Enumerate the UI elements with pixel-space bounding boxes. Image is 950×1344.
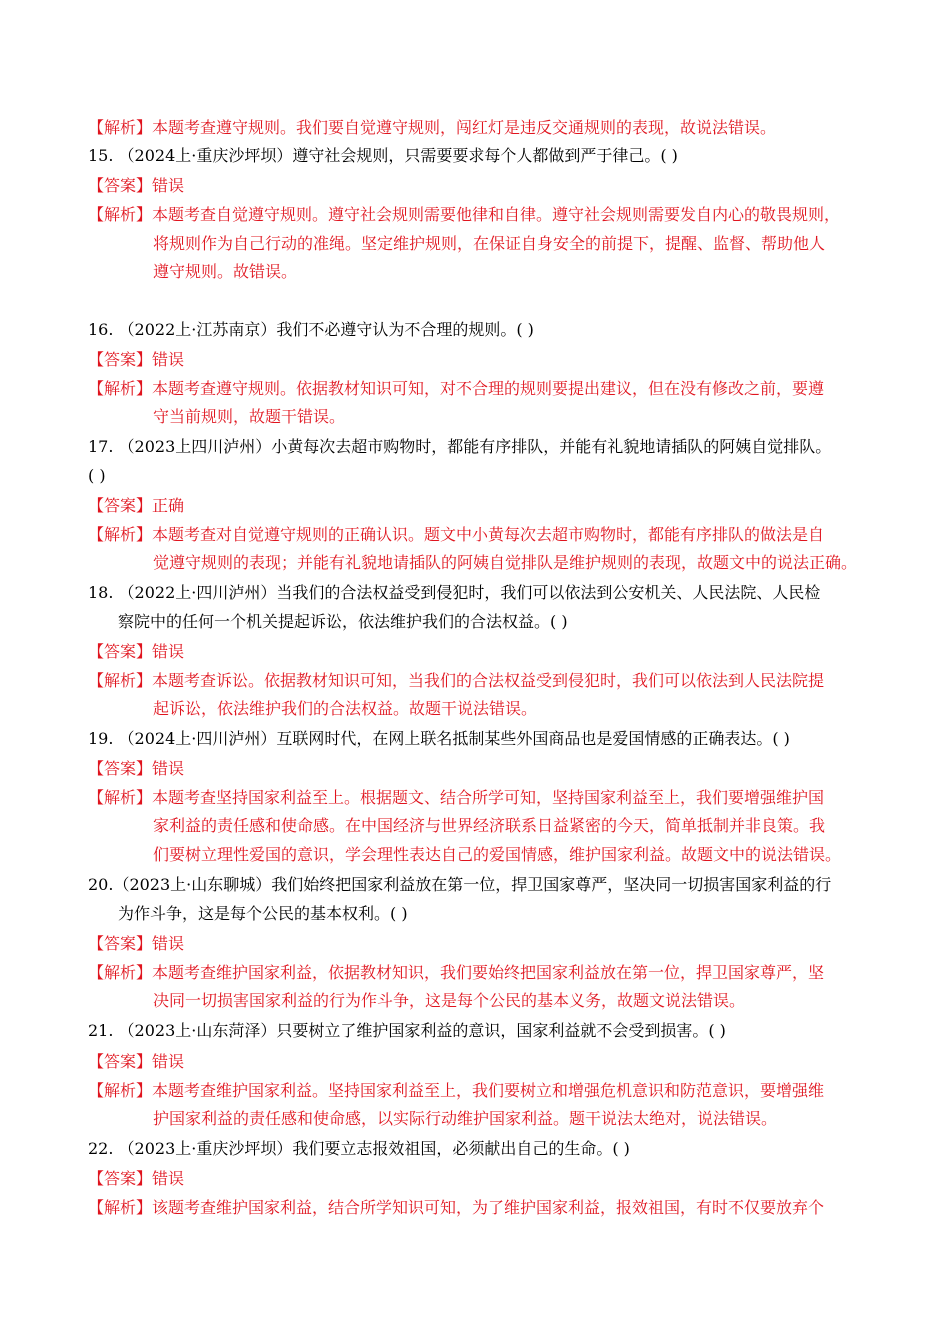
analysis-19-cont: 家利益的责任感和使命感。在中国经济与世界经济联系日益紧密的今天，简单抵制并非良策。我 <box>153 816 826 835</box>
analysis-14: 【解析】本题考查遵守规则。我们要自觉遵守规则，闯红灯是违反交通规则的表现，故说法错误。 <box>88 118 777 137</box>
question-20: 20.（2023上·山东聊城）我们始终把国家利益放在第一位，捍卫国家尊严，坚决同一切损害国家利益的行 <box>88 875 832 894</box>
analysis-15: 【解析】本题考查自觉遵守规则。遵守社会规则需要他律和自律。遵守社会规则需要发自内心的敬畏规则， <box>88 205 841 224</box>
analysis-21: 【解析】本题考查维护国家利益。坚持国家利益至上，我们要树立和增强危机意识和防范意识，要增强维 <box>88 1081 825 1100</box>
analysis-17-cont: 觉遵守规则的表现；并能有礼貌地请插队的阿姨自觉排队是维护规则的表现，故题文中的说法正确。 <box>153 553 858 572</box>
analysis-21-cont: 护国家利益的责任感和使命感，以实际行动维护国家利益。题干说法太绝对，说法错误。 <box>153 1109 778 1128</box>
analysis-22: 【解析】该题考查维护国家利益，结合所学知识可知，为了维护国家利益，报效祖国，有时不仅要放弃个 <box>88 1198 825 1217</box>
answer-17: 【答案】正确 <box>88 496 185 515</box>
analysis-16-cont: 守当前规则，故题干错误。 <box>153 407 346 426</box>
question-21: 21. （2023上·山东菏泽）只要树立了维护国家利益的意识，国家利益就不会受到损害。( ) <box>88 1021 726 1040</box>
analysis-20-cont: 决同一切损害国家利益的行为作斗争，这是每个公民的基本义务，故题文说法错误。 <box>153 991 746 1010</box>
answer-16: 【答案】错误 <box>88 350 185 369</box>
answer-15: 【答案】错误 <box>88 176 185 195</box>
answer-21: 【答案】错误 <box>88 1052 185 1071</box>
answer-19: 【答案】错误 <box>88 759 185 778</box>
analysis-18-cont: 起诉讼，依法维护我们的合法权益。故题干说法错误。 <box>153 699 538 718</box>
analysis-20: 【解析】本题考查维护国家利益，依据教材知识，我们要始终把国家利益放在第一位，捍卫国家尊严，坚 <box>88 963 825 982</box>
question-19: 19. （2024上·四川泸州）互联网时代，在网上联名抵制某些外国商品也是爱国情感的正确表达。( ) <box>88 729 790 748</box>
analysis-16: 【解析】本题考查遵守规则。依据教材知识可知，对不合理的规则要提出建议，但在没有修改之前，要遵 <box>88 379 825 398</box>
question-15: 15. （2024上·重庆沙坪坝）遵守社会规则，只需要要求每个人都做到严于律己。( ) <box>88 146 678 165</box>
answer-18: 【答案】错误 <box>88 642 185 661</box>
question-18-cont: 察院中的任何一个机关提起诉讼，依法维护我们的合法权益。( ) <box>118 612 568 631</box>
question-16: 16. （2022上·江苏南京）我们不必遵守认为不合理的规则。( ) <box>88 320 534 339</box>
question-22: 22. （2023上·重庆沙坪坝）我们要立志报效祖国，必须献出自己的生命。( ) <box>88 1139 630 1158</box>
analysis-15-cont: 遵守规则。故错误。 <box>153 262 298 281</box>
analysis-19-cont: 们要树立理性爱国的意识，学会理性表达自己的爱国情感，维护国家利益。故题文中的说法错误。 <box>153 845 842 864</box>
analysis-15-cont: 将规则作为自己行动的准绳。坚定维护规则，在保证自身安全的前提下，提醒、监督、帮助他人 <box>153 234 826 253</box>
answer-20: 【答案】错误 <box>88 934 185 953</box>
analysis-19: 【解析】本题考查坚持国家利益至上。根据题文、结合所学可知，坚持国家利益至上，我们要增强维护国 <box>88 788 825 807</box>
question-17: 17. （2023上四川泸州）小黄每次去超市购物时，都能有序排队，并能有礼貌地请插队的阿姨自觉排队。 <box>88 437 832 456</box>
analysis-17: 【解析】本题考查对自觉遵守规则的正确认识。题文中小黄每次去超市购物时，都能有序排队的做法是自 <box>88 525 825 544</box>
answer-22: 【答案】错误 <box>88 1169 185 1188</box>
analysis-18: 【解析】本题考查诉讼。依据教材知识可知，当我们的合法权益受到侵犯时，我们可以依法到人民法院提 <box>88 671 825 690</box>
question-18: 18. （2022上·四川泸州）当我们的合法权益受到侵犯时，我们可以依法到公安机关、人民法院、人民检 <box>88 583 821 602</box>
question-17-cont: ( ) <box>88 466 106 485</box>
question-20-cont: 为作斗争，这是每个公民的基本权利。( ) <box>118 904 408 923</box>
